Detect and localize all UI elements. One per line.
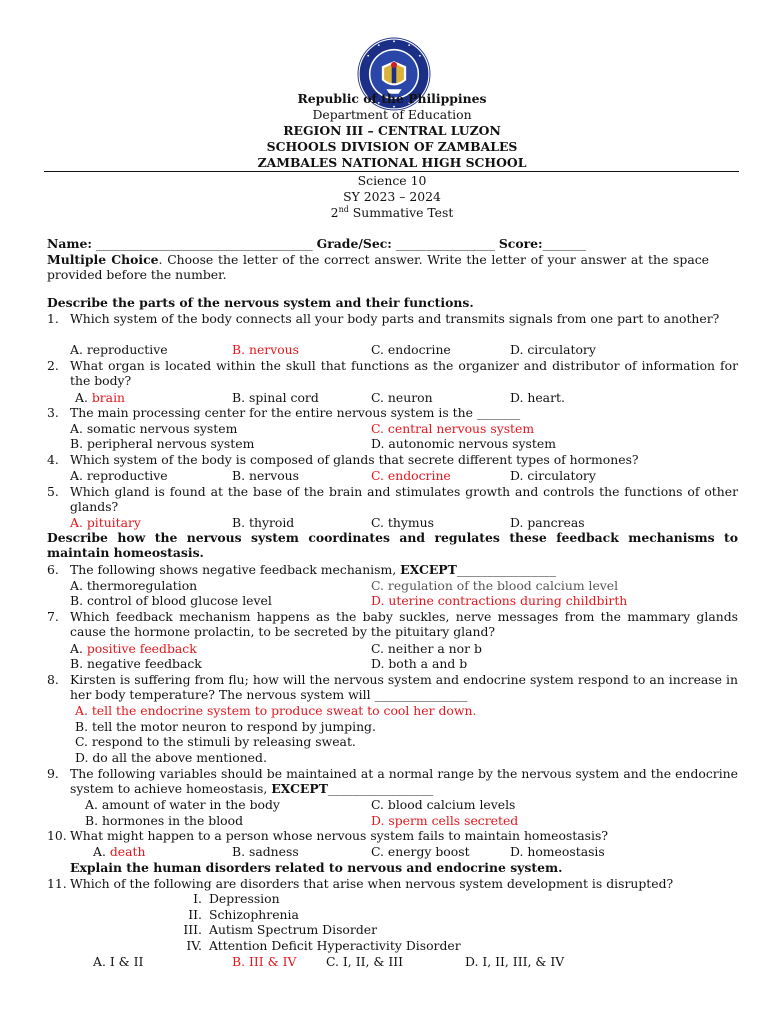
choice[interactable]: D. both a and b <box>371 656 468 671</box>
choice[interactable]: A. reproductive <box>70 342 168 357</box>
choice[interactable]: B. tell the motor neuron to respond by jumping. <box>75 719 376 734</box>
question-number: 1. <box>47 311 59 326</box>
choice[interactable]: C. thymus <box>371 515 434 530</box>
choice[interactable]: D. autonomic nervous system <box>371 436 556 451</box>
school-name: ZAMBALES NATIONAL HIGH SCHOOL <box>257 155 527 170</box>
choice[interactable]: D. circulatory <box>510 342 596 357</box>
subject-line: Science 10 <box>357 173 427 188</box>
choice[interactable]: C. I, II, & III <box>326 954 404 969</box>
question-number: 3. <box>47 405 59 420</box>
grade-label: Grade/Sec: <box>316 236 392 251</box>
division-line: SCHOOLS DIVISION OF ZAMBALES <box>266 139 518 154</box>
choice[interactable]: D. I, II, III, & IV <box>465 954 565 969</box>
choice-correct[interactable]: A. positive feedback <box>70 641 197 656</box>
choice[interactable]: B. hormones in the blood <box>85 813 244 828</box>
section-heading: Describe the parts of the nervous system and their functions. <box>47 295 474 310</box>
choice-correct[interactable]: A. pituitary <box>70 515 141 530</box>
choice[interactable]: A. I & II <box>93 954 144 969</box>
republic-line: Republic of the Philippines <box>297 91 487 106</box>
question-text: Which system of the body is composed of glands that secrete different types of hormones? <box>70 452 639 467</box>
choice-correct[interactable]: D. uterine contractions during childbirth <box>371 593 628 608</box>
choice[interactable]: A. thermoregulation <box>70 578 198 593</box>
score-label: Score: <box>498 236 543 251</box>
header-divider <box>44 171 739 172</box>
grade-field[interactable]: ________________ <box>391 236 499 251</box>
choice-correct[interactable]: B. III & IV <box>232 954 297 969</box>
choice-correct[interactable]: B. nervous <box>232 342 300 357</box>
choice[interactable]: C. endocrine <box>371 342 451 357</box>
question-number: 5. <box>47 484 59 499</box>
choice[interactable]: D. do all the above mentioned. <box>75 750 267 765</box>
choice-correct[interactable]: A. brain <box>75 390 126 405</box>
choice-correct[interactable]: C. central nervous system <box>371 421 535 436</box>
choice[interactable]: C. regulation of the blood calcium level <box>371 578 619 593</box>
question-text: Which feedback mechanism happens as the baby suckles, nerve messages from the mammary glands cause the hormone prolactin, to be secreted by the pituitary gland? <box>70 609 738 639</box>
choice[interactable]: C. neither a nor b <box>371 641 482 656</box>
name-field[interactable]: ___________________________________ <box>91 236 317 251</box>
choice[interactable]: A. reproductive <box>70 468 168 483</box>
roman-numeral: IV. <box>186 938 202 953</box>
choice-correct[interactable]: C. endocrine <box>371 468 451 483</box>
choice[interactable]: A. somatic nervous system <box>70 421 238 436</box>
roman-numeral: III. <box>183 922 202 937</box>
question-number: 2. <box>47 358 59 373</box>
instructions: Multiple Choice. Choose the letter of the correct answer. Write the letter of your answer at the space provided before the number. <box>47 252 709 282</box>
test-title: 2nd Summative Test <box>330 204 454 220</box>
disorder-item: Autism Spectrum Disorder <box>209 922 378 937</box>
question-text: Which gland is found at the base of the brain and stimulates growth and controls the functions of other glands? <box>70 484 738 514</box>
choice[interactable]: B. peripheral nervous system <box>70 436 255 451</box>
choice[interactable]: B. sadness <box>232 844 299 859</box>
disorder-item: Schizophrenia <box>209 907 299 922</box>
choice[interactable]: B. nervous <box>232 468 300 483</box>
student-info-line <box>47 236 586 251</box>
question-number: 7. <box>47 609 59 624</box>
choice-correct[interactable]: A. death <box>93 844 146 859</box>
question-number: 10. <box>47 828 67 843</box>
question-text: What organ is located within the skull that functions as the organizer and distributor of information for the body? <box>70 358 738 388</box>
question-text: Which system of the body connects all your body parts and transmits signals from one part to another? <box>70 311 720 326</box>
disorder-item: Depression <box>209 891 280 906</box>
choice-correct[interactable]: A. tell the endocrine system to produce sweat to cool her down. <box>75 703 477 718</box>
choice[interactable]: D. pancreas <box>510 515 585 530</box>
region-line: REGION III – CENTRAL LUZON <box>283 123 501 138</box>
question-text: The following shows negative feedback mechanism, EXCEPT________________ <box>70 562 556 577</box>
question-text: The following variables should be maintained at a normal range by the nervous system and the endocrine system to achieve homeostasis, EXCEPT_________________ <box>70 766 738 796</box>
choice[interactable]: A. amount of water in the body <box>85 797 280 812</box>
choice[interactable]: C. blood calcium levels <box>371 797 516 812</box>
section-heading: Explain the human disorders related to nervous and endocrine system. <box>70 860 563 875</box>
question-number: 9. <box>47 766 59 781</box>
choice[interactable]: B. spinal cord <box>232 390 319 405</box>
department-line: Department of Education <box>312 107 472 122</box>
question-number: 6. <box>47 562 59 577</box>
choice[interactable]: D. heart. <box>510 390 565 405</box>
roman-numeral: I. <box>193 891 202 906</box>
choice[interactable]: C. energy boost <box>371 844 470 859</box>
question-text: Which of the following are disorders that arise when nervous system development is disrupted? <box>70 876 674 891</box>
choice[interactable]: D. circulatory <box>510 468 596 483</box>
section-heading: Describe how the nervous system coordinates and regulates these feedback mechanisms to maintain homeostasis. <box>47 530 738 560</box>
choice[interactable]: C. neuron <box>371 390 433 405</box>
choice[interactable]: D. homeostasis <box>510 844 605 859</box>
name-label: Name: <box>47 236 92 251</box>
question-number: 11. <box>47 876 67 891</box>
question-text: Kirsten is suffering from flu; how will the nervous system and endocrine system respond to an increase in her body temperature? The nervous system will _______________ <box>70 672 738 702</box>
instructions-label: Multiple Choice <box>47 252 159 267</box>
choice[interactable]: B. negative feedback <box>70 656 202 671</box>
score-field[interactable]: _______ <box>542 236 586 251</box>
question-text: The main processing center for the entire nervous system is the _______ <box>70 405 521 420</box>
disorder-item: Attention Deficit Hyperactivity Disorder <box>209 938 461 953</box>
school-year-line: SY 2023 – 2024 <box>343 189 441 204</box>
question-number: 8. <box>47 672 59 687</box>
choice[interactable]: C. respond to the stimuli by releasing sweat. <box>75 734 356 749</box>
choice[interactable]: B. thyroid <box>232 515 295 530</box>
roman-numeral: II. <box>188 907 202 922</box>
question-number: 4. <box>47 452 59 467</box>
choice[interactable]: B. control of blood glucose level <box>70 593 272 608</box>
choice-correct[interactable]: D. sperm cells secreted <box>371 813 519 828</box>
question-text: What might happen to a person whose nervous system fails to maintain homeostasis? <box>70 828 608 843</box>
